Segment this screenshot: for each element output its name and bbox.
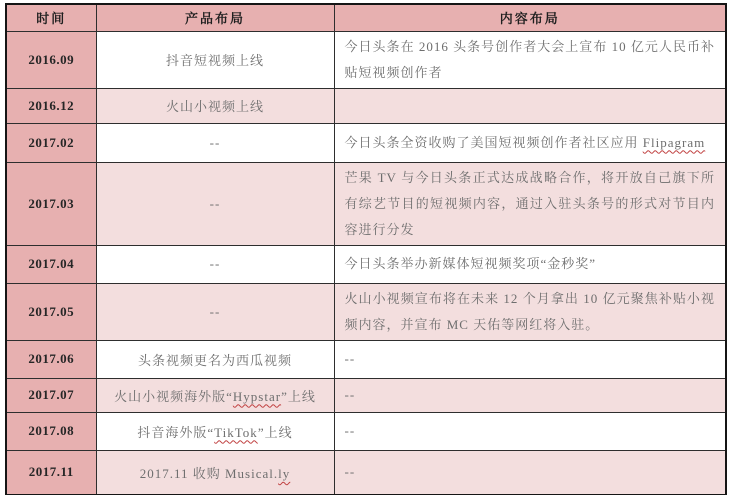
time-cell: 2016.12 <box>6 88 96 123</box>
table-row <box>6 162 726 245</box>
content-cell: 火山小视频宣布将在未来 12 个月拿出 10 亿元聚焦补贴小视频内容，并宣布 MC 天佑等网红将入驻。 <box>334 283 726 340</box>
table-row <box>6 245 726 283</box>
time-cell: 2017.03 <box>6 162 96 245</box>
product-cell <box>96 378 334 412</box>
time-cell: 2017.04 <box>6 245 96 283</box>
content-cell: -- <box>334 412 726 450</box>
product-cell: -- <box>96 283 334 340</box>
content-text: 今日头条全资收购了美国短视频创作者社区应用 <box>344 134 643 150</box>
table-row <box>6 123 726 162</box>
spellcheck-word: TikTok <box>214 424 258 440</box>
time-cell: 2017.11 <box>6 450 96 495</box>
time-cell: 2017.05 <box>6 283 96 340</box>
spellcheck-word: Flipagram <box>642 134 706 150</box>
product-cell <box>96 412 334 450</box>
header-row <box>6 4 726 31</box>
product-text: ”上线 <box>257 424 293 440</box>
time-cell: 2017.07 <box>6 378 96 412</box>
spellcheck-word: Hypstar <box>232 388 282 404</box>
content-cell: 今日头条在 2016 头条号创作者大会上宣布 10 亿元人民币补贴短视频创作者 <box>334 31 726 88</box>
product-text: 抖音海外版“ <box>137 424 215 440</box>
time-cell: 2017.02 <box>6 123 96 162</box>
content-cell <box>334 123 726 162</box>
time-cell: 2017.08 <box>6 412 96 450</box>
product-cell: 头条视频更名为西瓜视频 <box>96 340 334 378</box>
product-text: ”上线 <box>281 388 316 404</box>
table-row <box>6 31 726 88</box>
product-cell: -- <box>96 245 334 283</box>
timeline-table <box>5 3 727 495</box>
time-cell: 2017.06 <box>6 340 96 378</box>
col-header-product: 产品布局 <box>96 4 334 31</box>
time-cell: 2016.09 <box>6 31 96 88</box>
table-row <box>6 283 726 340</box>
content-cell: -- <box>334 340 726 378</box>
col-header-time: 时间 <box>6 4 96 31</box>
content-cell <box>334 88 726 123</box>
product-text: 2017.11 收购 Musical. <box>139 465 279 481</box>
content-cell: 今日头条举办新媒体短视频奖项“金秒奖” <box>334 245 726 283</box>
product-cell: -- <box>96 123 334 162</box>
product-cell: -- <box>96 162 334 245</box>
table-row <box>6 412 726 450</box>
content-cell: 芒果 TV 与今日头条正式达成战略合作，将开放自己旗下所有综艺节目的短视频内容，通过入驻头条号的形式对节目内容进行分发 <box>334 162 726 245</box>
content-cell: -- <box>334 378 726 412</box>
col-header-content: 内容布局 <box>334 4 726 31</box>
spellcheck-word: ly <box>278 465 291 481</box>
table-row <box>6 340 726 378</box>
table-row <box>6 378 726 412</box>
content-cell: -- <box>334 450 726 495</box>
product-text: 火山小视频海外版“ <box>114 388 233 404</box>
table-row <box>6 450 726 495</box>
product-cell <box>96 450 334 495</box>
table-row <box>6 88 726 123</box>
product-cell: 火山小视频上线 <box>96 88 334 123</box>
product-cell: 抖音短视频上线 <box>96 31 334 88</box>
